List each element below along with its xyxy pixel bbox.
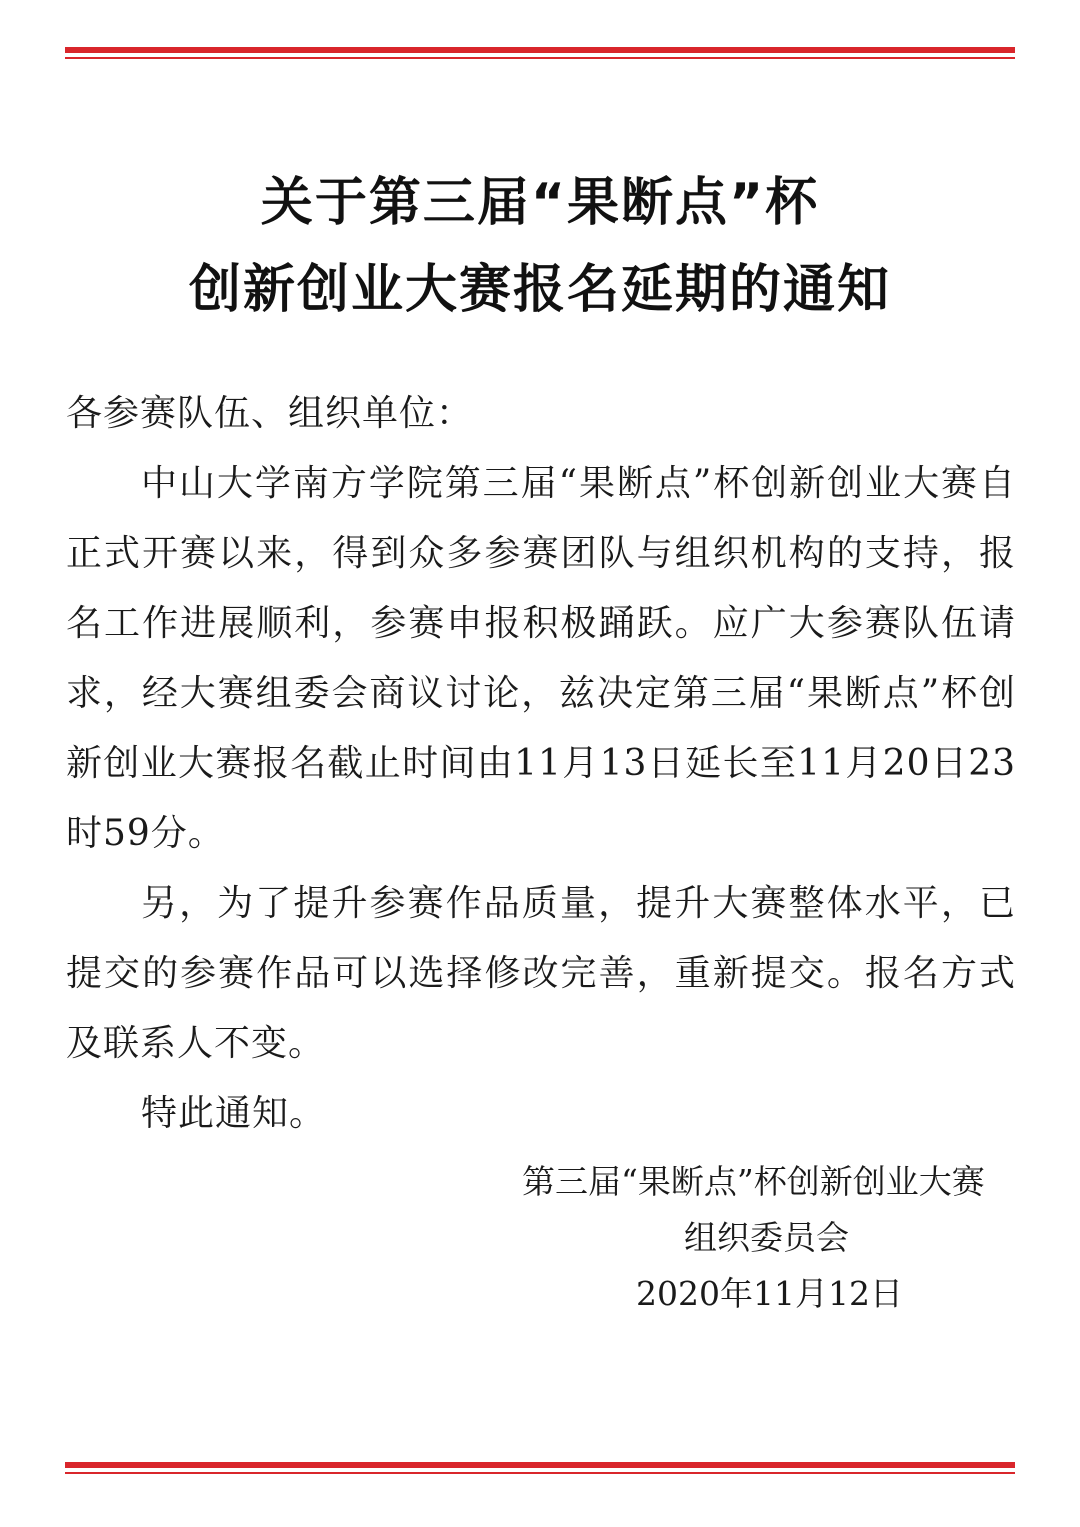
paragraph-deadline-extension: 中山大学南方学院第三届“果断点”杯创新创业大赛自正式开赛以来，得到众多参赛团队与组织机构的支持，报名工作进展顺利，参赛申报积极踊跃。应广大参赛队伍请求，经大赛组委会商议讨论，兹决定第三届“果断点”杯创新创业大赛报名截止时间由11月13日延长至11月20日23时59分。 <box>66 463 1016 854</box>
signature-organization-line-2: 组织委员会 <box>684 1218 849 1257</box>
signature-date: 2020年11月12日 <box>636 1274 903 1313</box>
top-rule-thin-line <box>65 57 1015 59</box>
signature-organization-line-1: 第三届“果断点”杯创新创业大赛 <box>522 1162 985 1201</box>
paragraph-resubmission: 另，为了提升参赛作品质量，提升大赛整体水平，已提交的参赛作品可以选择修改完善，重新提交。报名方式及联系人不变。 <box>66 883 1016 1064</box>
closing-line: 特此通知。 <box>141 1093 327 1134</box>
salutation: 各参赛队伍、组织单位： <box>66 393 474 434</box>
bottom-red-rule <box>65 1462 1015 1474</box>
notice-title-line-2: 创新创业大赛报名延期的通知 <box>188 260 891 320</box>
bottom-rule-thick-line <box>65 1462 1015 1468</box>
bottom-rule-thin-line <box>65 1472 1015 1474</box>
top-red-rule <box>65 47 1015 59</box>
notice-title-line-1: 关于第三届“果断点”杯 <box>260 173 820 233</box>
top-rule-thick-line <box>65 47 1015 53</box>
